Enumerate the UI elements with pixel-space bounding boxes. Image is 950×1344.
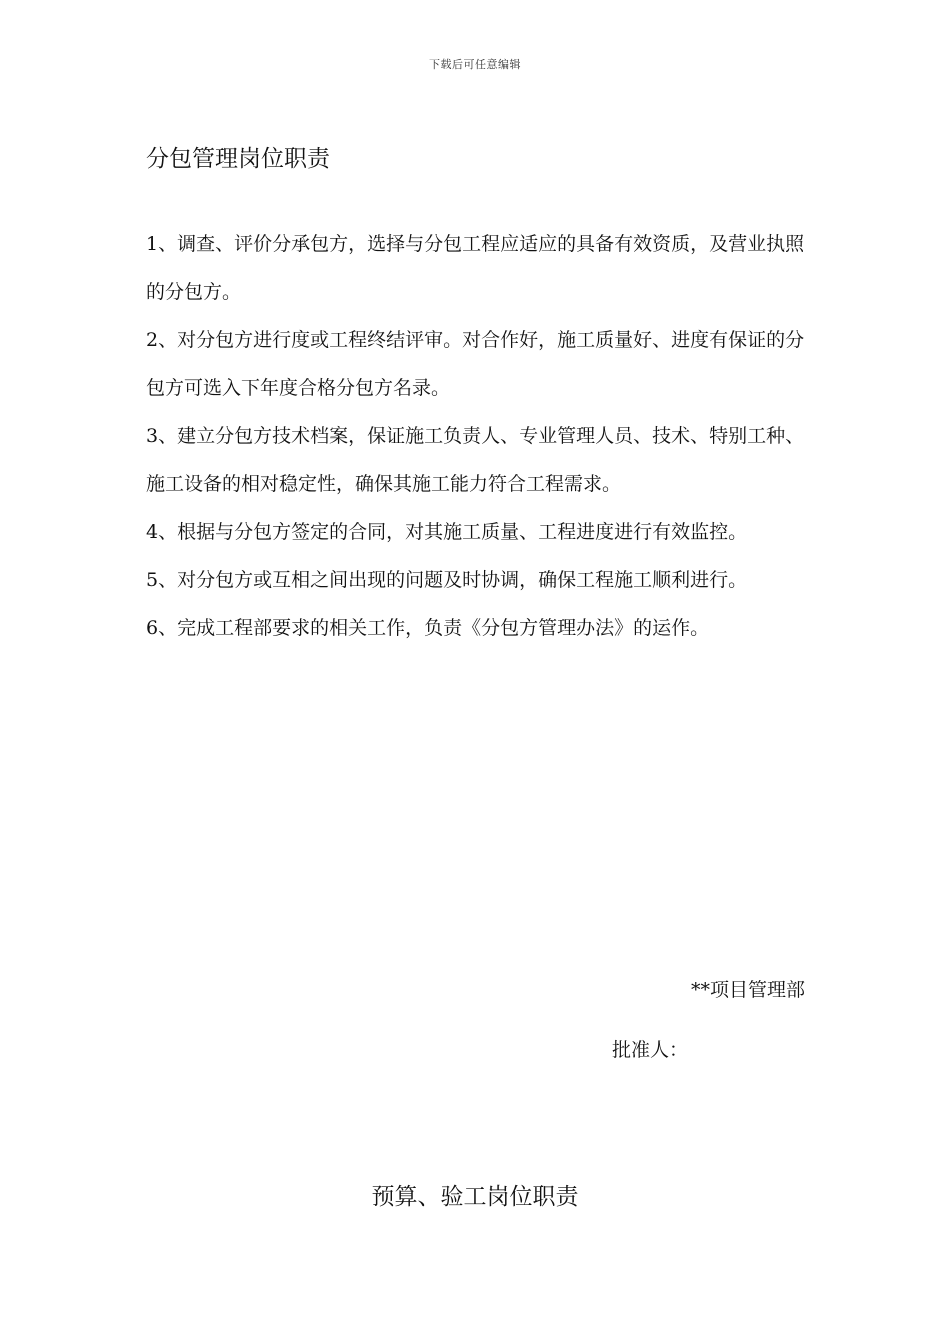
duty-item-2: 2、对分包方进行度或工程终结评审。对合作好，施工质量好、进度有保证的分包方可选入下年度合格分包方名录。: [146, 329, 805, 399]
duty-item-5: 5、对分包方或互相之间出现的问题及时协调，确保工程施工顺利进行。: [146, 569, 748, 591]
department-name: **项目管理部: [690, 979, 805, 1001]
duty-item-4: 4、根据与分包方签定的合同，对其施工质量、工程进度进行有效监控。: [146, 521, 748, 543]
page-header-note: 下载后可任意编辑: [429, 58, 521, 71]
duty-item-6: 6、完成工程部要求的相关工作，负责《分包方管理办法》的运作。: [146, 617, 710, 639]
duty-item-3: 3、建立分包方技术档案，保证施工负责人、专业管理人员、技术、特别工种、施工设备的相对稳定性，确保其施工能力符合工程需求。: [146, 425, 805, 495]
duty-item-1: 1、调查、评价分承包方，选择与分包工程应适应的具备有效资质，及营业执照的分包方。: [146, 233, 805, 303]
approver-label: 批准人：: [612, 1039, 689, 1061]
section-title: 分包管理岗位职责: [146, 146, 330, 172]
duty-list: [146, 220, 806, 652]
next-section-title: 预算、验工岗位职责: [371, 1184, 579, 1210]
